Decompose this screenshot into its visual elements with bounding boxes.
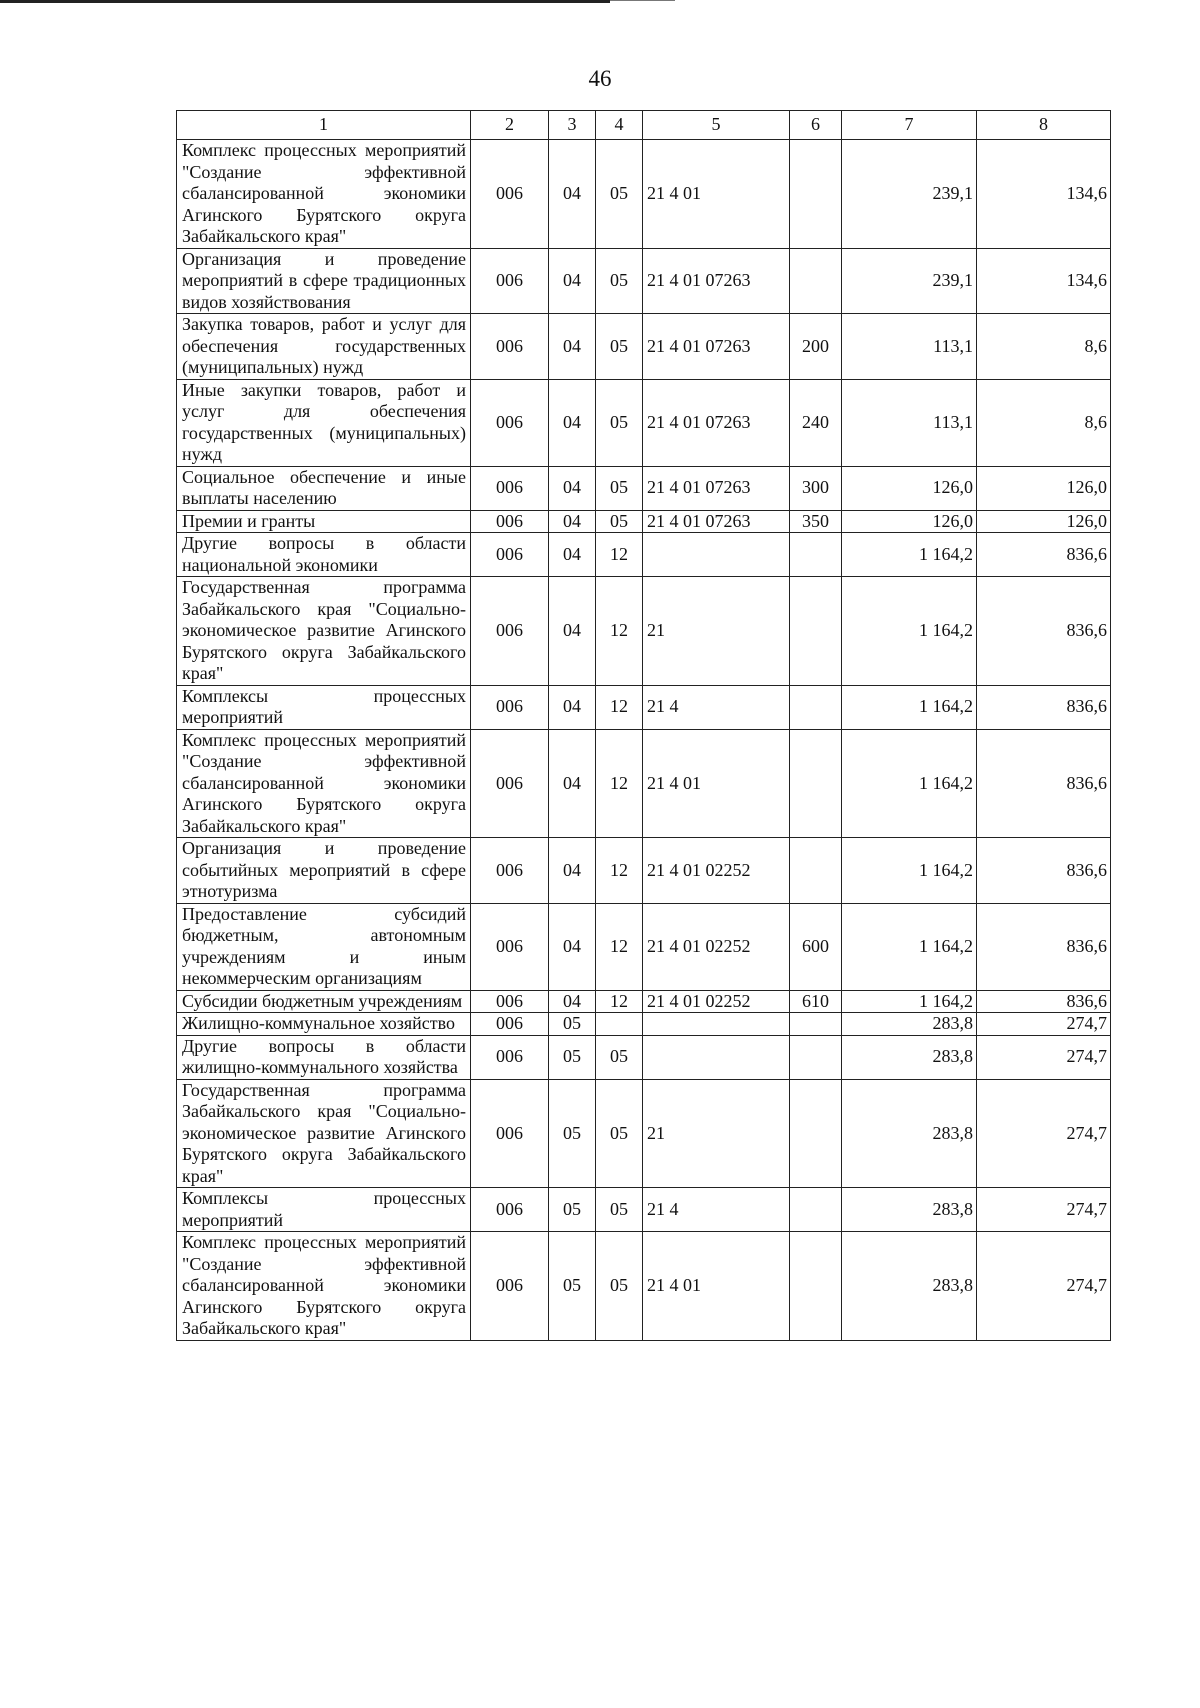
row-name: Социальное обеспечение и иные выплаты населению xyxy=(177,466,471,510)
row-name: Премии и гранты xyxy=(177,510,471,533)
cell-col5: 21 4 01 07263 xyxy=(643,466,790,510)
cell-col8: 274,7 xyxy=(977,1232,1111,1341)
cell-col8: 274,7 xyxy=(977,1188,1111,1232)
cell-col6 xyxy=(790,1188,842,1232)
cell-col7: 126,0 xyxy=(842,466,977,510)
cell-col7: 283,8 xyxy=(842,1035,977,1079)
cell-col5: 21 4 01 02252 xyxy=(643,838,790,904)
row-name: Комплекс процессных мероприятий "Создание эффективной сбалансированной экономики Агинского Бурятского округа Забайкальского края" xyxy=(177,140,471,249)
cell-col3: 04 xyxy=(549,729,596,838)
row-name: Другие вопросы в области жилищно-коммунального хозяйства xyxy=(177,1035,471,1079)
cell-col6 xyxy=(790,1232,842,1341)
cell-col2: 006 xyxy=(471,1013,549,1036)
cell-col8: 126,0 xyxy=(977,510,1111,533)
cell-col2: 006 xyxy=(471,510,549,533)
cell-col5: 21 4 01 07263 xyxy=(643,379,790,466)
table-row xyxy=(177,990,1111,1013)
page-number: 46 xyxy=(588,66,612,91)
header-cell: 3 xyxy=(549,111,596,140)
cell-col6: 350 xyxy=(790,510,842,533)
cell-col4 xyxy=(596,1013,643,1036)
row-name: Субсидии бюджетным учреждениям xyxy=(177,990,471,1013)
cell-col2: 006 xyxy=(471,1232,549,1341)
cell-col2: 006 xyxy=(471,903,549,990)
table-row xyxy=(177,379,1111,466)
row-name: Комплекс процессных мероприятий "Создание эффективной сбалансированной экономики Агинского Бурятского округа Забайкальского края" xyxy=(177,729,471,838)
cell-col4: 12 xyxy=(596,685,643,729)
cell-col5: 21 4 01 xyxy=(643,140,790,249)
cell-col4: 05 xyxy=(596,1188,643,1232)
top-rule xyxy=(0,0,610,3)
cell-col8: 836,6 xyxy=(977,838,1111,904)
cell-col2: 006 xyxy=(471,248,549,314)
cell-col3: 05 xyxy=(549,1188,596,1232)
row-name: Жилищно-коммунальное хозяйство xyxy=(177,1013,471,1036)
table-row xyxy=(177,140,1111,249)
cell-col6 xyxy=(790,1035,842,1079)
cell-col7: 1 164,2 xyxy=(842,577,977,686)
row-name: Комплекс процессных мероприятий "Создание эффективной сбалансированной экономики Агинского Бурятского округа Забайкальского края" xyxy=(177,1232,471,1341)
cell-col3: 05 xyxy=(549,1013,596,1036)
table-row xyxy=(177,729,1111,838)
cell-col4: 05 xyxy=(596,1079,643,1188)
cell-col6: 600 xyxy=(790,903,842,990)
cell-col3: 05 xyxy=(549,1079,596,1188)
cell-col6: 240 xyxy=(790,379,842,466)
table-row xyxy=(177,533,1111,577)
cell-col4: 05 xyxy=(596,510,643,533)
cell-col6: 610 xyxy=(790,990,842,1013)
cell-col8: 134,6 xyxy=(977,248,1111,314)
cell-col3: 04 xyxy=(549,379,596,466)
cell-col6: 300 xyxy=(790,466,842,510)
table-row xyxy=(177,685,1111,729)
header-cell: 8 xyxy=(977,111,1111,140)
cell-col4: 12 xyxy=(596,729,643,838)
cell-col2: 006 xyxy=(471,1035,549,1079)
cell-col4: 12 xyxy=(596,577,643,686)
cell-col7: 1 164,2 xyxy=(842,838,977,904)
cell-col5 xyxy=(643,1013,790,1036)
cell-col8: 836,6 xyxy=(977,903,1111,990)
cell-col3: 04 xyxy=(549,990,596,1013)
cell-col3: 04 xyxy=(549,685,596,729)
cell-col8: 274,7 xyxy=(977,1035,1111,1079)
cell-col3: 04 xyxy=(549,248,596,314)
row-name: Комплексы процессных мероприятий xyxy=(177,685,471,729)
cell-col5: 21 4 xyxy=(643,1188,790,1232)
cell-col3: 05 xyxy=(549,1035,596,1079)
row-name: Государственная программа Забайкальского края "Социально-экономическое развитие Агинского Бурятского округа Забайкальского края" xyxy=(177,1079,471,1188)
cell-col3: 05 xyxy=(549,1232,596,1341)
cell-col6 xyxy=(790,838,842,904)
cell-col5: 21 4 01 xyxy=(643,729,790,838)
table-row xyxy=(177,248,1111,314)
cell-col2: 006 xyxy=(471,577,549,686)
row-name: Закупка товаров, работ и услуг для обеспечения государственных (муниципальных) нужд xyxy=(177,314,471,380)
table-row xyxy=(177,466,1111,510)
cell-col8: 836,6 xyxy=(977,685,1111,729)
cell-col5 xyxy=(643,1035,790,1079)
cell-col7: 1 164,2 xyxy=(842,685,977,729)
cell-col7: 1 164,2 xyxy=(842,990,977,1013)
cell-col8: 836,6 xyxy=(977,990,1111,1013)
cell-col4: 05 xyxy=(596,466,643,510)
cell-col7: 1 164,2 xyxy=(842,729,977,838)
cell-col5: 21 xyxy=(643,577,790,686)
cell-col6 xyxy=(790,533,842,577)
cell-col3: 04 xyxy=(549,577,596,686)
table-row xyxy=(177,510,1111,533)
cell-col4: 12 xyxy=(596,838,643,904)
cell-col5: 21 4 01 xyxy=(643,1232,790,1341)
cell-col2: 006 xyxy=(471,140,549,249)
cell-col6 xyxy=(790,577,842,686)
cell-col7: 239,1 xyxy=(842,140,977,249)
cell-col4: 05 xyxy=(596,140,643,249)
cell-col5: 21 4 xyxy=(643,685,790,729)
cell-col4: 05 xyxy=(596,1232,643,1341)
cell-col2: 006 xyxy=(471,466,549,510)
cell-col6 xyxy=(790,140,842,249)
table-row xyxy=(177,1232,1111,1341)
header-cell: 4 xyxy=(596,111,643,140)
cell-col8: 8,6 xyxy=(977,379,1111,466)
cell-col3: 04 xyxy=(549,903,596,990)
cell-col4: 12 xyxy=(596,533,643,577)
cell-col5: 21 4 01 02252 xyxy=(643,903,790,990)
cell-col2: 006 xyxy=(471,838,549,904)
cell-col2: 006 xyxy=(471,685,549,729)
table-row xyxy=(177,1035,1111,1079)
cell-col7: 113,1 xyxy=(842,379,977,466)
cell-col4: 12 xyxy=(596,903,643,990)
cell-col6 xyxy=(790,1013,842,1036)
cell-col7: 126,0 xyxy=(842,510,977,533)
cell-col6 xyxy=(790,1079,842,1188)
cell-col8: 836,6 xyxy=(977,729,1111,838)
row-name: Иные закупки товаров, работ и услуг для обеспечения государственных (муниципальных) нужд xyxy=(177,379,471,466)
cell-col4: 12 xyxy=(596,990,643,1013)
cell-col8: 126,0 xyxy=(977,466,1111,510)
header-cell: 7 xyxy=(842,111,977,140)
cell-col7: 1 164,2 xyxy=(842,533,977,577)
cell-col5 xyxy=(643,533,790,577)
row-name: Комплексы процессных мероприятий xyxy=(177,1188,471,1232)
cell-col3: 04 xyxy=(549,533,596,577)
cell-col8: 836,6 xyxy=(977,577,1111,686)
row-name: Другие вопросы в области национальной экономики xyxy=(177,533,471,577)
cell-col3: 04 xyxy=(549,466,596,510)
budget-table xyxy=(176,110,1111,1341)
cell-col6 xyxy=(790,685,842,729)
cell-col7: 283,8 xyxy=(842,1188,977,1232)
header-cell: 2 xyxy=(471,111,549,140)
header-cell: 6 xyxy=(790,111,842,140)
cell-col4: 05 xyxy=(596,379,643,466)
cell-col2: 006 xyxy=(471,314,549,380)
cell-col4: 05 xyxy=(596,314,643,380)
cell-col4: 05 xyxy=(596,248,643,314)
cell-col8: 836,6 xyxy=(977,533,1111,577)
cell-col2: 006 xyxy=(471,1188,549,1232)
cell-col5: 21 4 01 07263 xyxy=(643,314,790,380)
table-row xyxy=(177,1079,1111,1188)
cell-col2: 006 xyxy=(471,1079,549,1188)
cell-col6 xyxy=(790,729,842,838)
cell-col3: 04 xyxy=(549,140,596,249)
cell-col8: 274,7 xyxy=(977,1079,1111,1188)
cell-col2: 006 xyxy=(471,533,549,577)
cell-col6 xyxy=(790,248,842,314)
cell-col8: 274,7 xyxy=(977,1013,1111,1036)
header-cell: 1 xyxy=(177,111,471,140)
cell-col7: 283,8 xyxy=(842,1079,977,1188)
cell-col3: 04 xyxy=(549,314,596,380)
cell-col3: 04 xyxy=(549,838,596,904)
table-body xyxy=(177,140,1111,1341)
table-row xyxy=(177,577,1111,686)
row-name: Организация и проведение событийных мероприятий в сфере этнотуризма xyxy=(177,838,471,904)
cell-col7: 283,8 xyxy=(842,1232,977,1341)
cell-col3: 04 xyxy=(549,510,596,533)
top-rule-thin xyxy=(610,0,675,1)
cell-col5: 21 xyxy=(643,1079,790,1188)
cell-col5: 21 4 01 07263 xyxy=(643,248,790,314)
row-name: Предоставление субсидий бюджетным, автономным учреждениям и иным некоммерческим организациям xyxy=(177,903,471,990)
table-row xyxy=(177,903,1111,990)
cell-col7: 113,1 xyxy=(842,314,977,380)
row-name: Организация и проведение мероприятий в сфере традиционных видов хозяйствования xyxy=(177,248,471,314)
header-row xyxy=(177,111,1111,140)
row-name: Государственная программа Забайкальского края "Социально-экономическое развитие Агинского Бурятского округа Забайкальского края" xyxy=(177,577,471,686)
cell-col2: 006 xyxy=(471,379,549,466)
table-row xyxy=(177,1013,1111,1036)
cell-col7: 1 164,2 xyxy=(842,903,977,990)
cell-col6: 200 xyxy=(790,314,842,380)
cell-col2: 006 xyxy=(471,729,549,838)
table-row xyxy=(177,1188,1111,1232)
cell-col8: 134,6 xyxy=(977,140,1111,249)
table-row xyxy=(177,838,1111,904)
cell-col4: 05 xyxy=(596,1035,643,1079)
cell-col7: 239,1 xyxy=(842,248,977,314)
cell-col5: 21 4 01 07263 xyxy=(643,510,790,533)
header-cell: 5 xyxy=(643,111,790,140)
cell-col8: 8,6 xyxy=(977,314,1111,380)
cell-col7: 283,8 xyxy=(842,1013,977,1036)
cell-col5: 21 4 01 02252 xyxy=(643,990,790,1013)
cell-col2: 006 xyxy=(471,990,549,1013)
table-row xyxy=(177,314,1111,380)
